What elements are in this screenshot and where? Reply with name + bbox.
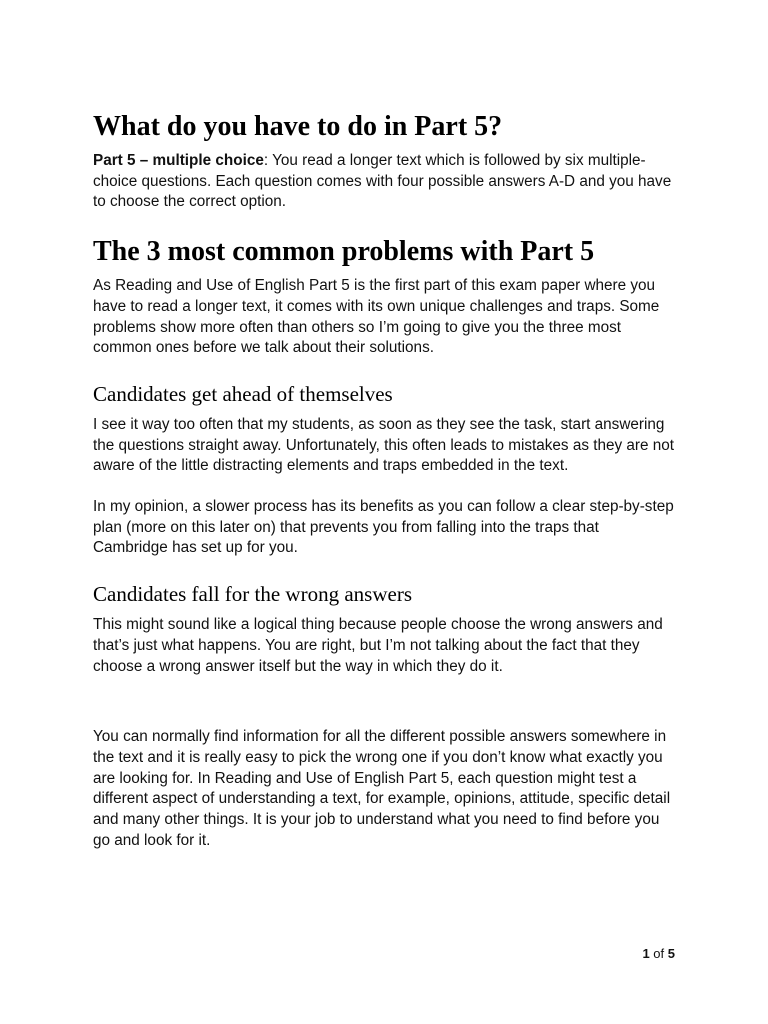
subheading-ahead-of-themselves: Candidates get ahead of themselves: [93, 381, 393, 406]
intro-bold-term: Part 5 – multiple choice: [93, 152, 264, 169]
wrong-answers-paragraph-1: This might sound like a logical thing because people choose the wrong answers and that’s just what happens. You are right, but I’m not talking about the fact that they choose a wrong answer itself but the way in which they do it.: [93, 616, 663, 675]
section-heading-part5-task: What do you have to do in Part 5?: [93, 111, 503, 142]
wrong-answers-paragraph-2: You can normally find information for all the different possible answers somewhere in the text and it is really easy to pick the wrong one if you don’t know what exactly you are looking for. In Reading and Use of English Part 5, each question might test a different aspect of understanding a text, for example, opinions, attitude, specific detail and many other things. It is your job to understand what you need to find before you go and look for it.: [93, 728, 671, 849]
page-total: 5: [667, 946, 675, 961]
intro-text: : You read a longer text which is followed by six multiple-choice questions. Each question comes with four possible answers A-D and you have to choose the correct option.: [93, 152, 672, 211]
page-current: 1: [642, 946, 650, 961]
page-number: [642, 946, 675, 962]
section-heading-common-problems: The 3 most common problems with Part 5: [93, 236, 595, 268]
problems-intro-paragraph: As Reading and Use of English Part 5 is the first part of this exam paper where you have to read a longer text, it comes with its own unique challenges and traps. Some problems show more often than others so I’m going to give you the three most common ones before we talk about their solutions.: [93, 277, 660, 357]
page-content: [93, 110, 677, 851]
page-separator: of: [649, 946, 668, 961]
intro-paragraph: [93, 151, 677, 213]
subheading-wrong-answers: Candidates fall for the wrong answers: [93, 582, 412, 607]
ahead-paragraph-2: In my opinion, a slower process has its benefits as you can follow a clear step-by-step plan (more on this later on) that prevents you from falling into the traps that Cambridge has set up for you.: [93, 498, 674, 557]
ahead-paragraph-1: I see it way too often that my students, as soon as they see the task, start answering the questions straight away. Unfortunately, this often leads to mistakes as they are not aware of the little distracting elements and traps embedded in the text.: [93, 415, 675, 475]
